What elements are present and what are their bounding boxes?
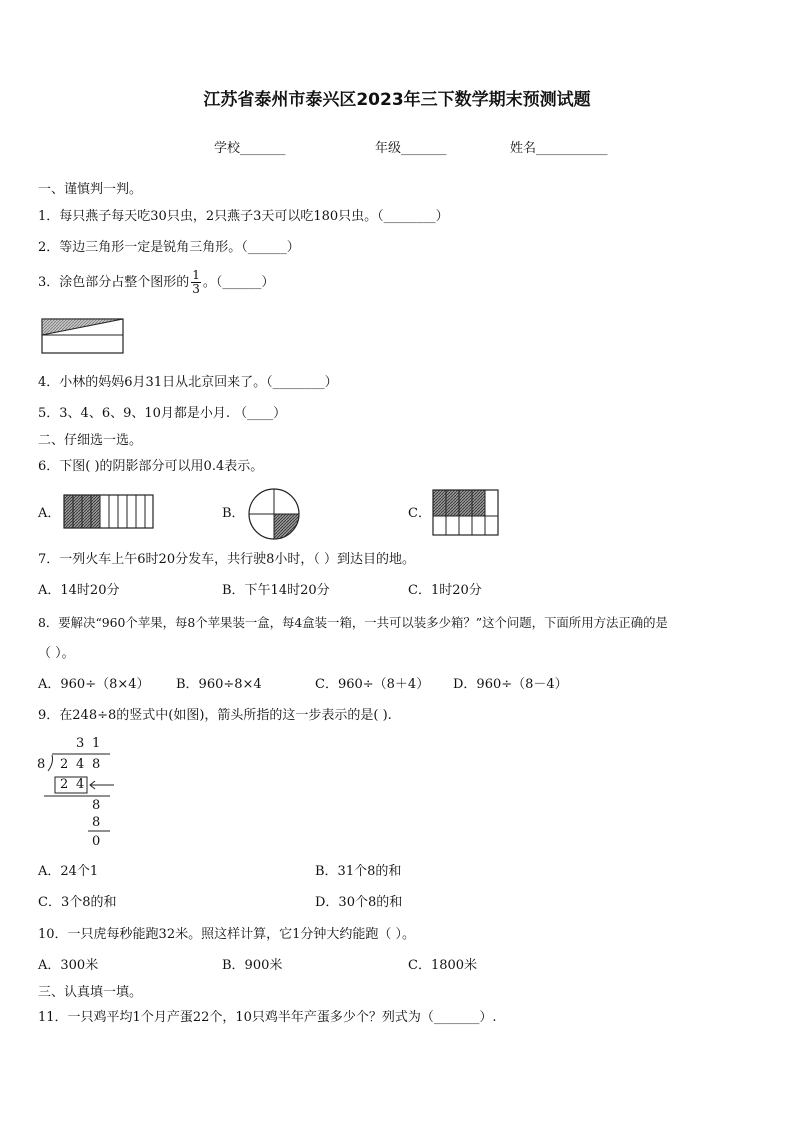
question-9: 9．在248÷8的竖式中(如图)，箭头所指的这一步表示的是( ). — [38, 708, 392, 723]
q7-option-c: C．1时20分 — [408, 583, 482, 598]
name-field: 姓名___________ — [510, 141, 608, 156]
q10-option-b: B．900米 — [222, 958, 283, 973]
long-division-figure — [34, 735, 124, 850]
q7-option-a: A．14时20分 — [38, 583, 120, 598]
q6-option-c-grid-figure — [432, 489, 500, 537]
dividend-digit: 4 — [76, 757, 85, 772]
q6-option-c-label: C． — [408, 506, 431, 521]
section-2-heading: 二、仔细选一选。 — [38, 433, 143, 448]
page-title: 江苏省泰州市泰兴区2023年三下数学期末预测试题 — [203, 90, 591, 110]
step-digit: 8 — [92, 798, 101, 813]
fraction-one-third — [191, 269, 201, 296]
question-11: 11．一只鸡平均1个月产蛋22个，10只鸡半年产蛋多少个？列式为（_______）. — [38, 1010, 497, 1025]
question-4: 4．小林的妈妈6月31日从北京回来了。（________） — [38, 375, 338, 390]
question-8-blank: （ ）。 — [38, 646, 75, 661]
section-1-heading: 一、谨慎判一判。 — [38, 182, 143, 197]
question-5: 5．3、4、6、9、10月都是小月. （____） — [38, 406, 287, 421]
fraction-numerator: 1 — [192, 268, 200, 282]
q6-option-a-bar-figure — [63, 494, 155, 530]
q7-option-b: B．下午14时20分 — [222, 583, 330, 598]
q6-option-a-label: A． — [38, 506, 61, 521]
question-3 — [38, 268, 274, 298]
step-digit: 4 — [76, 777, 85, 792]
dividend-digit: 2 — [60, 757, 69, 772]
q3-shaded-rectangle-figure — [41, 318, 125, 355]
long-division-lines — [34, 735, 124, 850]
step-digit: 2 — [60, 777, 69, 792]
remainder: 0 — [92, 834, 101, 849]
q8-option-d: D．960÷（8－4） — [453, 677, 568, 692]
fraction-denominator: 3 — [192, 282, 200, 296]
question-1: 1．每只燕子每天吃30只虫，2只燕子3天可以吃180只虫。（________） — [38, 209, 449, 224]
q10-option-a: A．300米 — [38, 958, 99, 973]
question-7: 7．一列火车上午6时20分发车，共行驶8小时，（ ）到达目的地。 — [38, 552, 415, 567]
quotient-digit: 3 — [76, 736, 85, 751]
question-3-prefix: 3．涂色部分占整个图形的 — [38, 275, 190, 290]
q9-option-d: D．30个8的和 — [315, 895, 403, 910]
section-3-heading: 三、认真填一填。 — [38, 985, 143, 1000]
question-2: 2．等边三角形一定是锐角三角形。（______） — [38, 240, 300, 255]
question-6: 6．下图( )的阴影部分可以用0.4表示。 — [38, 459, 264, 474]
q9-option-a: A．24个1 — [38, 864, 99, 879]
q6-option-b-label: B． — [222, 506, 245, 521]
quotient-digit: 1 — [92, 736, 101, 751]
grade-field: 年级_______ — [375, 141, 447, 156]
question-8: 8．要解决“960个苹果，每8个苹果装一盒，每4盒装一箱，一共可以装多少箱？”这个问题，下面所用方法正确的是 — [38, 615, 668, 630]
question-3-suffix: 。（______） — [202, 275, 275, 290]
dividend-digit: 8 — [92, 757, 101, 772]
q8-option-c: C．960÷（8＋4） — [315, 677, 430, 692]
q9-option-b: B．31个8的和 — [315, 864, 402, 879]
q8-option-a: A．960÷（8×4） — [38, 677, 150, 692]
q6-option-b-circle-figure — [247, 487, 301, 541]
q8-option-b: B．960÷8×4 — [176, 677, 262, 692]
school-field: 学校_______ — [214, 141, 286, 156]
q9-option-c: C．3个8的和 — [38, 895, 117, 910]
divisor: 8 — [37, 757, 46, 772]
q10-option-c: C．1800米 — [408, 958, 478, 973]
question-10: 10．一只虎每秒能跑32米。照这样计算，它1分钟大约能跑（ ）。 — [38, 927, 415, 942]
step-digit: 8 — [92, 815, 101, 830]
